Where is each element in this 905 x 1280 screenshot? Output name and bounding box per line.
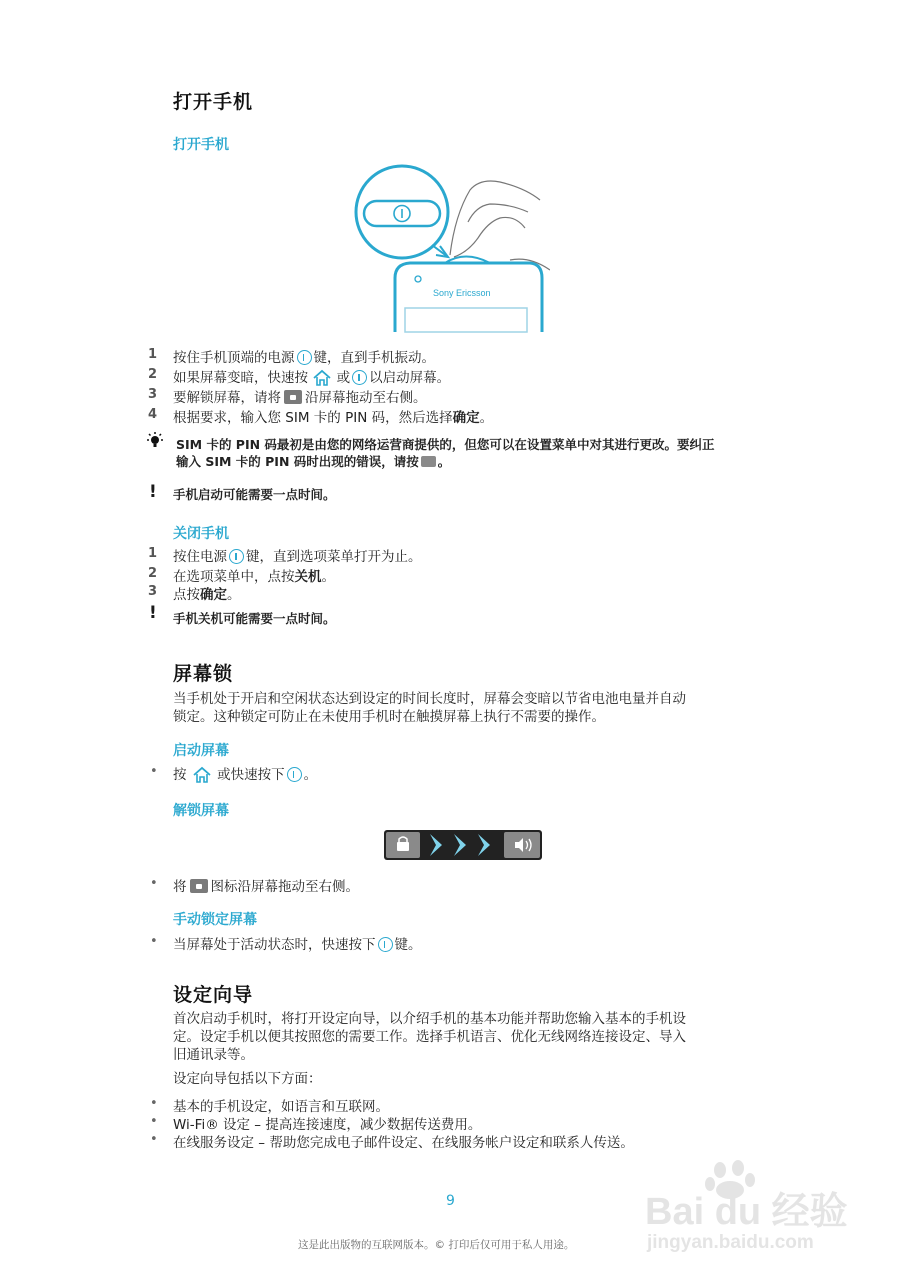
baidu-watermark <box>645 1160 895 1270</box>
power-key-icon <box>297 350 312 365</box>
power-key-icon <box>378 937 393 952</box>
lightbulb-tip-icon <box>145 432 165 450</box>
unlock-screen-instruction: 将 图标沿屏幕拖动至右侧。 <box>173 879 359 895</box>
power-key-icon <box>287 767 302 782</box>
subsection-title-activate-screen: 启动屏幕 <box>173 743 229 759</box>
setup-wizard-intro: 设定向导包括以下方面： <box>173 1071 322 1087</box>
watermark-brand: Bai du 经验 <box>645 1191 848 1233</box>
setup-wizard-paragraph: 首次启动手机时，将打开设定向导，以介绍手机的基本功能并帮助您输入基本的手机设 定。设定手机以便其按照您的需要工作。选择手机语言、优化无线网络连接设定、导入 旧通讯录等。 <box>173 1011 686 1063</box>
page-number: 9 <box>446 1193 455 1209</box>
wizard-list-item: 在线服务设定 – 帮助您完成电子邮件设定、在线服务帐户设定和联系人传送。 <box>173 1135 634 1151</box>
step-number: 2 <box>148 566 158 581</box>
subsection-title-manual-lock: 手动锁定屏幕 <box>173 912 257 928</box>
section-title-power-on: 打开手机 <box>173 91 254 113</box>
phone-brand-text: Sony Ericsson <box>433 288 491 298</box>
watermark-url: jingyan.baidu.com <box>647 1232 814 1253</box>
step-number: 3 <box>148 584 158 599</box>
footer-notice: 这是此出版物的互联网版本。© 打印后仅可用于私人用途。 <box>298 1239 575 1251</box>
step-number: 2 <box>148 367 158 382</box>
note-startup-time: 手机启动可能需要一点时间。 <box>173 487 336 502</box>
phone-power-button-illustration <box>350 160 550 335</box>
wizard-list-item: Wi-Fi® 设定 – 提高连接速度，减少数据传送费用。 <box>173 1117 482 1133</box>
bullet: • <box>150 934 158 949</box>
power-key-icon <box>229 549 244 564</box>
step-power-on-2: 如果屏幕变暗，快速按 或 以启动屏幕。 <box>173 370 451 386</box>
home-icon <box>191 766 213 784</box>
step-power-off-1: 按住电源 键，直到选项菜单打开为止。 <box>173 549 422 565</box>
backspace-icon <box>421 456 436 467</box>
manual-lock-instruction: 当屏幕处于活动状态时，快速按下 键。 <box>173 937 422 953</box>
subsection-title-power-on: 打开手机 <box>173 137 229 153</box>
bullet: • <box>150 1114 158 1129</box>
note-shutdown-time: 手机关机可能需要一点时间。 <box>173 611 336 626</box>
bullet: • <box>150 1096 158 1111</box>
step-power-off-2: 在选项菜单中，点按关机。 <box>173 569 335 585</box>
bullet: • <box>150 764 158 779</box>
exclamation-note-icon: ! <box>149 482 157 502</box>
home-icon <box>312 369 332 387</box>
bullet: • <box>150 876 158 891</box>
step-power-off-3: 点按确定。 <box>173 587 241 603</box>
step-number: 4 <box>148 407 158 422</box>
step-number: 3 <box>148 387 158 402</box>
wizard-list-item: 基本的手机设定，如语言和互联网。 <box>173 1099 389 1115</box>
step-power-on-4: 根据要求，输入您 SIM 卡的 PIN 码，然后选择确定。 <box>173 410 494 426</box>
section-title-screen-lock: 屏幕锁 <box>173 663 234 685</box>
section-title-setup-wizard: 设定向导 <box>173 984 254 1006</box>
lock-icon <box>190 879 208 893</box>
step-number: 1 <box>148 546 158 561</box>
unlock-slider-illustration <box>384 830 542 860</box>
step-power-on-1: 按住手机顶端的电源 键，直到手机振动。 <box>173 350 435 366</box>
step-number: 1 <box>148 347 158 362</box>
subsection-title-power-off: 关闭手机 <box>173 526 229 542</box>
lock-icon <box>284 390 302 404</box>
bullet: • <box>150 1132 158 1147</box>
tip-sim-pin: SIM 卡的 PIN 码最初是由您的网络运营商提供的，但您可以在设置菜单中对其进行更改。要纠正 输入 SIM 卡的 PIN 码时出现的错误，请按 。 <box>176 437 715 469</box>
subsection-title-unlock-screen: 解锁屏幕 <box>173 803 229 819</box>
power-key-icon <box>352 370 367 385</box>
step-power-on-3: 要解锁屏幕，请将 沿屏幕拖动至右侧。 <box>173 390 427 406</box>
screen-lock-paragraph: 当手机处于开启和空闲状态达到设定的时间长度时，屏幕会变暗以节省电池电量并自动 锁定。这种锁定可防止在未使用手机时在触摸屏幕上执行不需要的操作。 <box>173 691 686 725</box>
exclamation-note-icon: ! <box>149 603 157 623</box>
activate-screen-instruction: 按 或快速按下 。 <box>173 767 318 783</box>
